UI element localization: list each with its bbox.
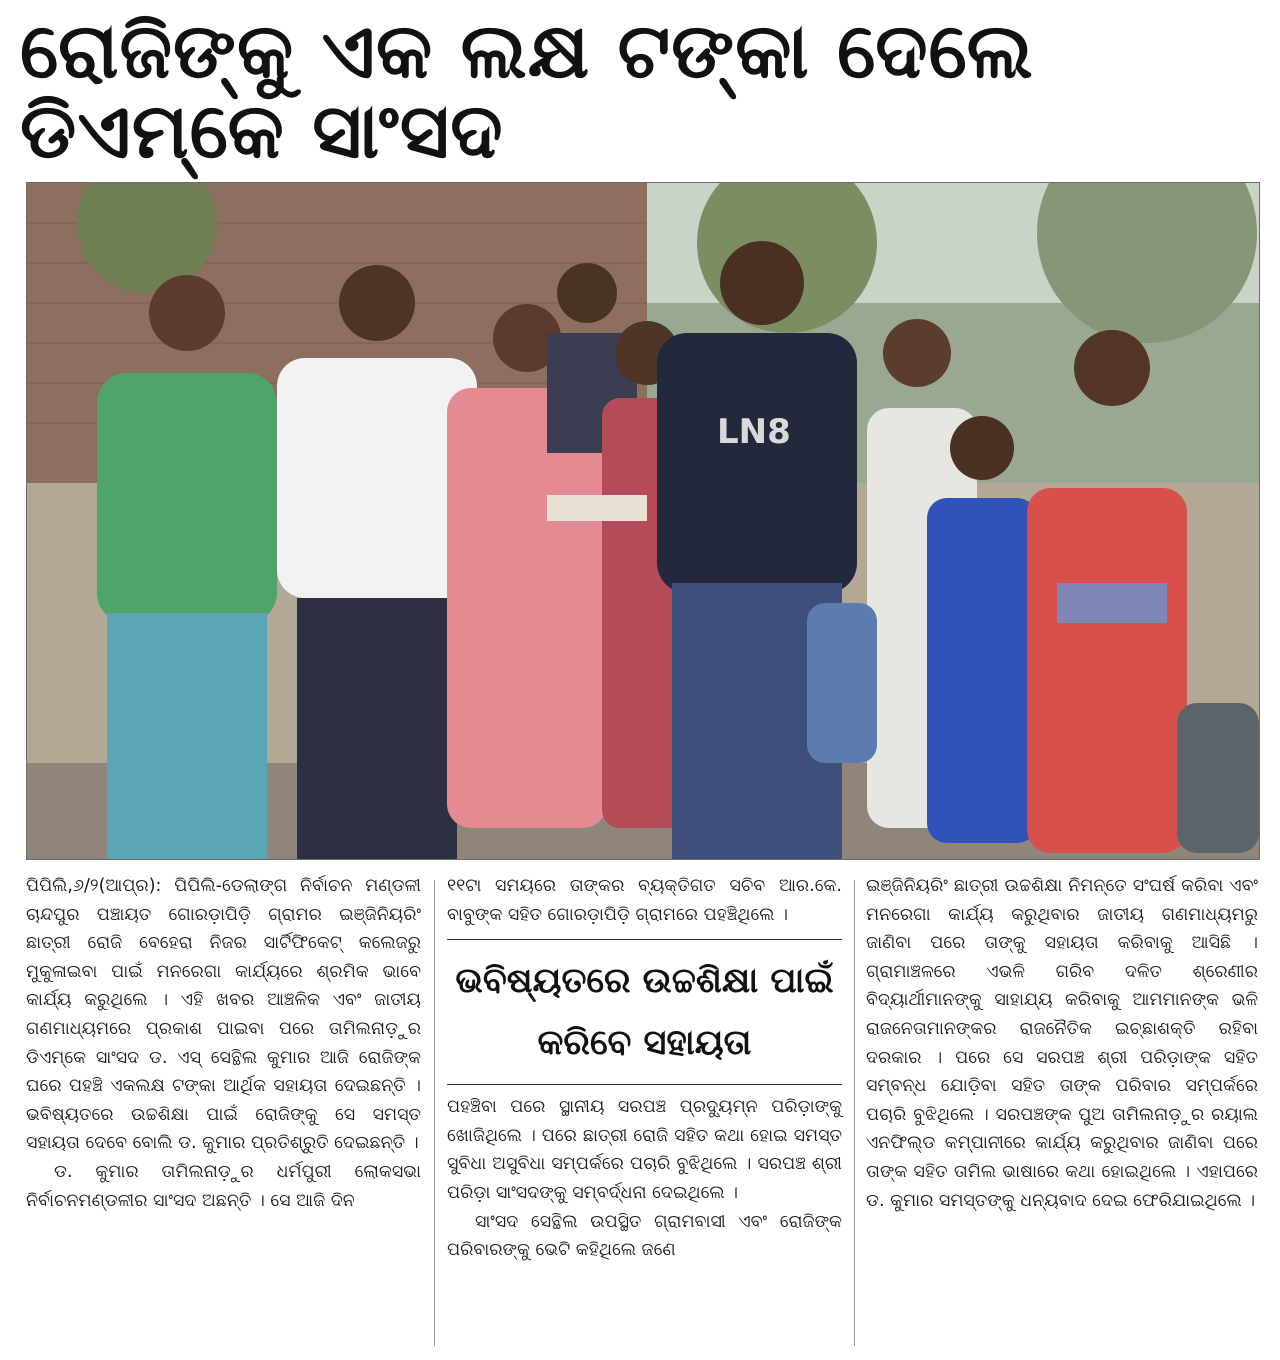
column-divider [434, 880, 435, 1346]
article-paragraph: ଇଞ୍ଜିନିୟରିଂ ଛାତ୍ରୀ ଉଚ୍ଚଶିକ୍ଷା ନିମନ୍ତେ ସଂଘର୍ଷ କରିବା ଏବଂ ମନରେଗା କାର୍ଯ୍ୟ କରୁଥିବାର ଜାତୀୟ ଗଣମାଧ୍ୟମରୁ ଜାଣିବା ପରେ ତାଙ୍କୁ ସହାୟତା କରିବାକୁ ଆସିଛି । ଗ୍ରାମାଞ୍ଚଳରେ ଏଭଳି ଗରିବ ଦଳିତ ଶ୍ରେଣୀର ବିଦ୍ୟାର୍ଥୀମାନଙ୍କୁ ସାହାଯ୍ୟ କରିବାକୁ ଆମମାନଙ୍କ ଭଳି ରାଜନେତାମାନଙ୍କର ରାଜନୈତିକ ଇଚ୍ଛାଶକ୍ତି ରହିବା ଦରକାର । ପରେ ସେ ସରପଞ୍ଚ ଶ୍ରୀ ପରିଡ଼ାଙ୍କ ସହିତ ସମ୍ବନ୍ଧ ଯୋଡ଼ିବା ସହିତ ତାଙ୍କ ପରିବାର ସମ୍ପର୍କରେ ପଚାରି ବୁଝିଥିଲେ । ସରପଞ୍ଚଙ୍କ ପୁଅ ତାମିଲନାଡ଼ୁର ରୟାଲ ଏନଫିଲ୍ଡ କମ୍ପାନୀରେ କାର୍ଯ୍ୟ କରୁଥିବାର ଜାଣିବା ପରେ ତାଙ୍କ ସହିତ ତାମିଲ ଭାଷାରେ କଥା ହୋଇଥିଲେ । ଏହାପରେ ଡ. କୁମାର ସମସ୍ତଙ୍କୁ ଧନ୍ୟବାଦ ଦେଇ ଫେରିଯାଇଥିଲେ । [866, 876, 1258, 1211]
article-paragraph: ପିପିଲି,୬/୨(ଆପ୍ର): ପିପିଲି-ଡେଲାଙ୍ଗ ନିର୍ବାଚନ ମଣ୍ଡଳୀ ଚାନ୍ଦପୁର ପଞ୍ଚାୟତ ଗୋରଡ଼ାପିଡ଼ି ଗ୍ରାମର ଇଞ୍ଜିନିୟରିଂ ଛାତ୍ରୀ ରୋଜି ବେହେରା ନିଜର ସାର୍ଟିଫିକେଟ୍ କଲେଜରୁ ମୁକୁଳାଇବା ପାଇଁ ମନରେଗା କାର୍ଯ୍ୟରେ ଶ୍ରମିକ ଭାବେ କାର୍ଯ୍ୟ କରୁଥିଲେ । ଏହି ଖବର ଆଞ୍ଚଳିକ ଏବଂ ଜାତୀୟ ଗଣମାଧ୍ୟମରେ ପ୍ରକାଶ ପାଇବା ପରେ ତାମିଲନାଡ଼ୁର ଡିଏମ୍‌କେ ସାଂସଦ ଡ. ଏସ୍ ସେନ୍ଥିଲ କୁମାର ଆଜି ରୋଜିଙ୍କ ଘରେ ପହଞ୍ଚି ଏକଲକ୍ଷ ଟଙ୍କା ଆର୍ଥିକ ସହାୟତା ଦେଇଛନ୍ତି । ଭବିଷ୍ୟତରେ ଉଚ୍ଚଶିକ୍ଷା ପାଇଁ ରୋଜିଙ୍କୁ ସେ ସମସ୍ତ ସହାୟତା ଦେବେ ବୋଲି ଡ. କୁମାର ପ୍ରତିଶ୍ରୁତି ଦେଇଛନ୍ତି । [26, 876, 421, 1154]
article-paragraph: ସାଂସଦ ସେନ୍ଥିଲ ଉପସ୍ଥିତ ଗ୍ରାମବାସୀ ଏବଂ ରୋଜିଙ୍କ ପରିବାରଙ୍କୁ ଭେଟି କହିଥିଲେ ଜଣେ [447, 1211, 842, 1261]
subheading: ଭବିଷ୍ୟତରେ ଉଚ୍ଚଶିକ୍ଷା ପାଇଁ କରିବେ ସହାୟତା [447, 939, 842, 1085]
photo-illustration [27, 183, 1259, 859]
article-paragraph: ଡ. କୁମାର ତାମିଲନାଡ଼ୁର ଧର୍ମପୁରୀ ଲୋକସଭା ନିର୍ବାଚନମଣ୍ଡଳୀର ସାଂସଦ ଅଛନ୍ତି । ସେ ଆଜି ଦିନ [26, 1161, 421, 1211]
shirt-print: LN8 [717, 412, 791, 452]
envelope [547, 495, 647, 521]
news-photo [26, 182, 1260, 860]
article-column-2 [447, 872, 842, 1265]
headline: ରୋଜିଙ୍କୁ ଏକ ଲକ୍ଷ ଟଙ୍କା ଦେଲେ ଡିଏମ୍‌କେ ସାଂସଦ [20, 6, 1034, 175]
column-divider [854, 880, 855, 1346]
article-paragraph: ୧୧ଟା ସମୟରେ ତାଙ୍କର ବ୍ୟକ୍ତିଗତ ସଚିବ ଆର.କେ. ବାବୁଙ୍କ ସହିତ ଗୋରଡ଼ାପିଡ଼ି ଗ୍ରାମରେ ପହଞ୍ଚିଥିଲେ । [447, 876, 842, 925]
article-column-1 [26, 872, 421, 1215]
article-paragraph: ପହଞ୍ଚିବା ପରେ ସ୍ଥାନୀୟ ସରପଞ୍ଚ ପ୍ରଦ୍ୟୁମ୍ନ ପରିଡ଼ାଙ୍କୁ ଖୋଜିଥିଲେ । ପରେ ଛାତ୍ରୀ ରୋଜି ସହିତ କଥା ହୋଇ ସମସ୍ତ ସୁବିଧା ଅସୁବିଧା ସମ୍ପର୍କରେ ପଚାରି ବୁଝିଥିଲେ । ସରପଞ୍ଚ ଶ୍ରୀ ପରିଡ଼ା ସାଂସଦଙ୍କୁ ସମ୍ବର୍ଦ୍ଧନା ଦେଇଥିଲେ । [447, 1097, 842, 1203]
person-navy-shirt [657, 241, 857, 859]
article-column-3 [866, 872, 1258, 1215]
